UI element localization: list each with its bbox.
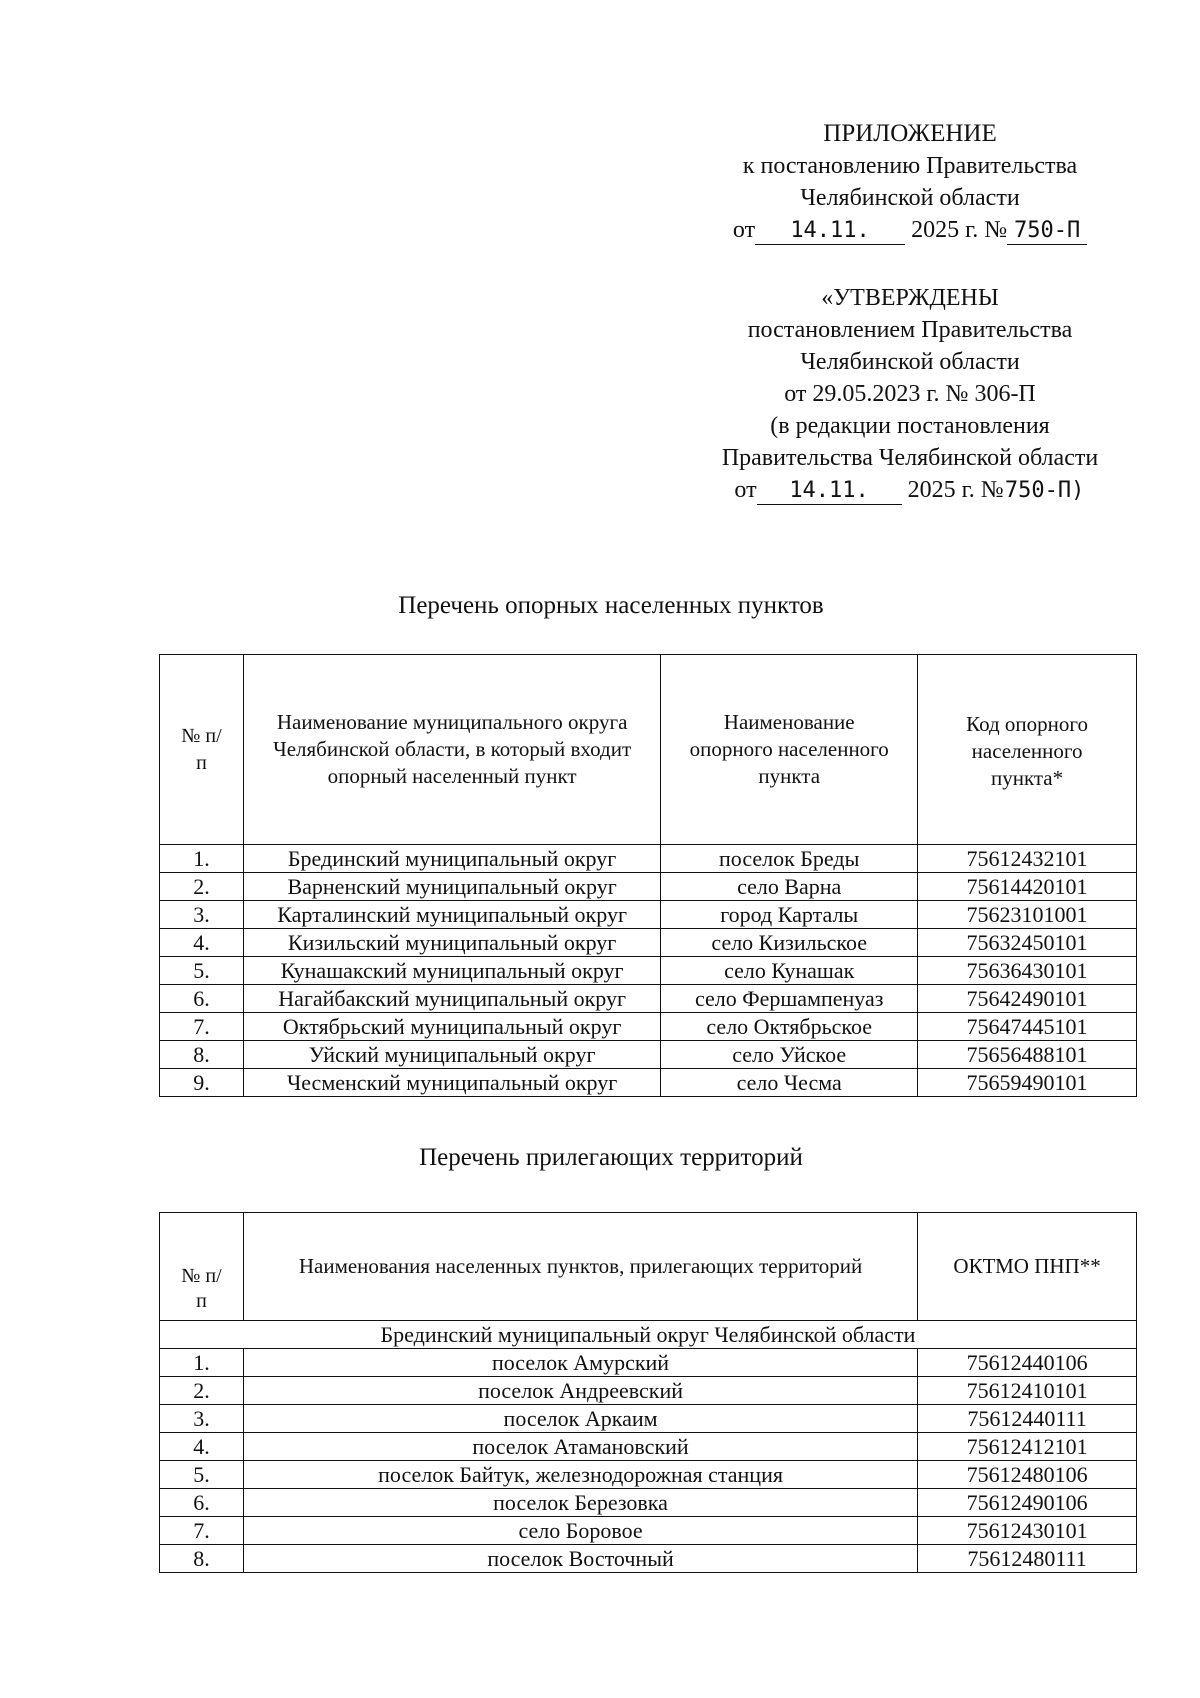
district-name: Уйский муниципальный округ — [243, 1041, 660, 1069]
settlement-name: поселок Бреды — [661, 845, 918, 873]
district-name: Октябрьский муниципальный округ — [243, 1013, 660, 1041]
district-name: Брединский муниципальный округ — [243, 845, 660, 873]
row-number: 3. — [160, 1405, 244, 1433]
col-header-code: Код опорного населенного пункта* — [918, 655, 1137, 845]
table1-title: Перечень опорных населенных пунктов — [398, 592, 824, 619]
settlement-code: 75632450101 — [918, 929, 1137, 957]
table2-title: Перечень прилегающих территорий — [419, 1144, 803, 1171]
row-number: 7. — [160, 1517, 244, 1545]
settlement-name: поселок Восточный — [243, 1545, 917, 1573]
table-row — [160, 873, 1137, 901]
year-text: 2025 г. № — [907, 477, 1004, 503]
settlement-code: 75642490101 — [918, 985, 1137, 1013]
row-number: 7. — [160, 1013, 244, 1041]
approval-block — [640, 282, 1180, 506]
table-row — [160, 1461, 1137, 1489]
oktmo-code: 75612490106 — [918, 1489, 1137, 1517]
date-value: 14.11. — [755, 218, 905, 245]
approval-date-line — [640, 474, 1180, 506]
table-header-row — [160, 1213, 1137, 1321]
table-row — [160, 901, 1137, 929]
oktmo-code: 75612412101 — [918, 1433, 1137, 1461]
table-row — [160, 929, 1137, 957]
district-name: Варненский муниципальный округ — [243, 873, 660, 901]
settlement-name: село Октябрьское — [661, 1013, 918, 1041]
settlement-name: поселок Андреевский — [243, 1377, 917, 1405]
adjacent-territories-table — [159, 1212, 1137, 1573]
approval-line-2: постановлением Правительства — [747, 317, 1073, 343]
col-header-settlements: Наименования населенных пунктов, прилегающих территорий — [243, 1213, 917, 1321]
decree-number: 750-П — [1007, 218, 1087, 245]
table-row — [160, 845, 1137, 873]
row-number: 2. — [160, 1377, 244, 1405]
table-row — [160, 1069, 1137, 1097]
row-number: 1. — [160, 1349, 244, 1377]
row-number: 2. — [160, 873, 244, 901]
settlement-code: 75612432101 — [918, 845, 1137, 873]
table-row — [160, 1405, 1137, 1433]
settlement-name: село Кунашак — [661, 957, 918, 985]
group-label: Брединский муниципальный округ Челябинской области — [160, 1321, 1137, 1349]
settlement-name: поселок Березовка — [243, 1489, 917, 1517]
district-name: Нагайбакский муниципальный округ — [243, 985, 660, 1013]
settlement-code: 75647445101 — [918, 1013, 1137, 1041]
date-prefix: от — [734, 477, 757, 503]
row-number: 6. — [160, 1489, 244, 1517]
oktmo-code: 75612480106 — [918, 1461, 1137, 1489]
col-header-settlement: Наименование опорного населенного пункта — [661, 655, 918, 845]
oktmo-code: 75612410101 — [918, 1377, 1137, 1405]
district-name: Кунашакский муниципальный округ — [243, 957, 660, 985]
table-row — [160, 1013, 1137, 1041]
oktmo-code: 75612480111 — [918, 1545, 1137, 1573]
row-number: 8. — [160, 1545, 244, 1573]
approval-line-4: от 29.05.2023 г. № 306-П — [784, 381, 1036, 407]
row-number: 9. — [160, 1069, 244, 1097]
district-name: Чесменский муниципальный округ — [243, 1069, 660, 1097]
date-value: 14.11. — [757, 478, 902, 505]
row-number: 1. — [160, 845, 244, 873]
row-number: 6. — [160, 985, 244, 1013]
settlement-code: 75659490101 — [918, 1069, 1137, 1097]
settlement-name: село Варна — [661, 873, 918, 901]
settlement-name: село Боровое — [243, 1517, 917, 1545]
settlement-code: 75656488101 — [918, 1041, 1137, 1069]
group-row — [160, 1321, 1137, 1349]
district-name: Карталинский муниципальный округ — [243, 901, 660, 929]
appendix-line-2: Челябинской области — [800, 185, 1020, 211]
row-number: 4. — [160, 1433, 244, 1461]
appendix-date-line — [640, 214, 1180, 246]
approval-line-3: Челябинской области — [800, 349, 1020, 375]
settlement-code: 75636430101 — [918, 957, 1137, 985]
district-name: Кизильский муниципальный округ — [243, 929, 660, 957]
row-number: 8. — [160, 1041, 244, 1069]
table-row — [160, 1041, 1137, 1069]
appendix-header — [640, 118, 1180, 246]
table-row — [160, 1349, 1137, 1377]
table-row — [160, 985, 1137, 1013]
table1-body — [160, 845, 1137, 1097]
date-prefix: от — [732, 217, 756, 243]
settlement-name: село Уйское — [661, 1041, 918, 1069]
col-header-number: № п/п — [160, 655, 244, 845]
table2-body — [160, 1349, 1137, 1573]
table-row — [160, 1517, 1137, 1545]
approval-line-5: (в редакции постановления — [770, 413, 1050, 439]
table-row — [160, 957, 1137, 985]
settlement-name: поселок Амурский — [243, 1349, 917, 1377]
appendix-title: ПРИЛОЖЕНИЕ — [823, 120, 997, 147]
support-settlements-table — [159, 654, 1137, 1097]
col-header-district: Наименование муниципального округа Челябинской области, в который входит опорный населенный пункт — [243, 655, 660, 845]
row-number: 3. — [160, 901, 244, 929]
settlement-name: село Фершампенуаз — [661, 985, 918, 1013]
settlement-name: город Карталы — [661, 901, 918, 929]
appendix-line-1: к постановлению Правительства — [742, 153, 1078, 179]
settlement-name: поселок Атамановский — [243, 1433, 917, 1461]
table-row — [160, 1377, 1137, 1405]
table-row — [160, 1433, 1137, 1461]
decree-number: 750-П) — [1004, 478, 1085, 503]
table-row — [160, 1545, 1137, 1573]
settlement-name: село Чесма — [661, 1069, 918, 1097]
settlement-name: поселок Байтук, железнодорожная станция — [243, 1461, 917, 1489]
approval-line-1: «УТВЕРЖДЕНЫ — [821, 285, 999, 311]
table-header-row — [160, 655, 1137, 845]
oktmo-code: 75612430101 — [918, 1517, 1137, 1545]
settlement-name: село Кизильское — [661, 929, 918, 957]
settlement-name: поселок Аркаим — [243, 1405, 917, 1433]
row-number: 5. — [160, 1461, 244, 1489]
col-header-number: № п/п — [160, 1213, 244, 1321]
table-row — [160, 1489, 1137, 1517]
settlement-code: 75614420101 — [918, 873, 1137, 901]
row-number: 5. — [160, 957, 244, 985]
year-text: 2025 г. № — [911, 217, 1008, 243]
oktmo-code: 75612440106 — [918, 1349, 1137, 1377]
settlement-code: 75623101001 — [918, 901, 1137, 929]
row-number: 4. — [160, 929, 244, 957]
oktmo-code: 75612440111 — [918, 1405, 1137, 1433]
col-header-oktmo: ОКТМО ПНП** — [918, 1213, 1137, 1321]
approval-line-6: Правительства Челябинской области — [721, 445, 1099, 471]
